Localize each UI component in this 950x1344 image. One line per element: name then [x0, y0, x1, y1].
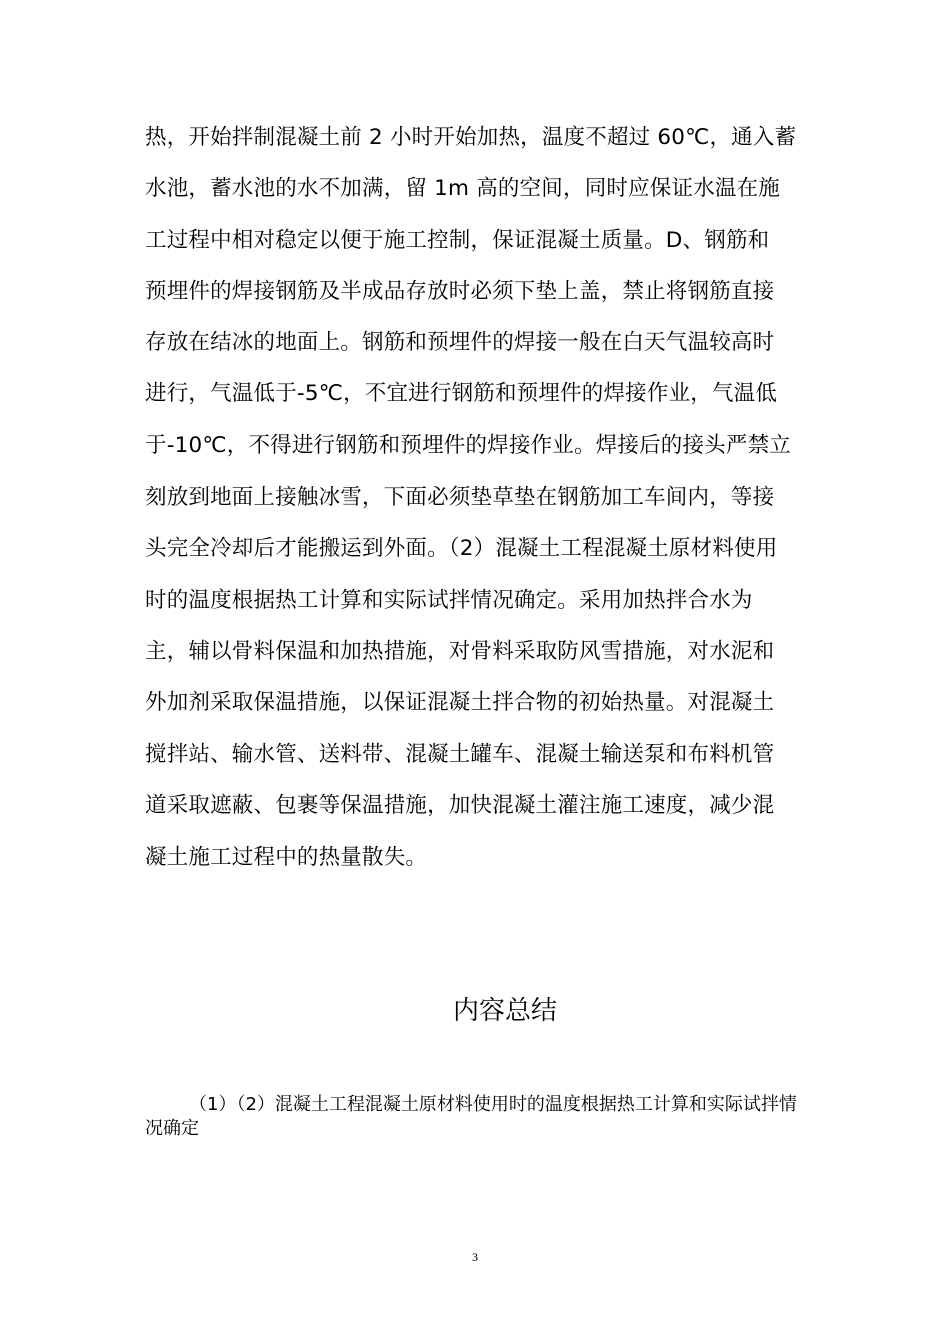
- body-text-line: 刻放到地面上接触冰雪，下面必须垫草垫在钢筋加工车间内，等接: [145, 485, 775, 510]
- body-text-line: 道采取遮蔽、包裹等保温措施，加快混凝土灌注施工速度，减少混: [145, 793, 775, 818]
- body-text-line: 搅拌站、输水管、送料带、混凝土罐车、混凝土输送泵和布料机管: [145, 742, 775, 767]
- body-text-line: 凝土施工过程中的热量散失。: [145, 845, 428, 870]
- body-text-line: 外加剂采取保温措施，以保证混凝土拌合物的初始热量。对混凝土: [145, 690, 775, 715]
- body-text-line: 存放在结冰的地面上。钢筋和预埋件的焊接一般在白天气温较高时: [145, 330, 775, 355]
- body-text-line: 进行，气温低于-5℃，不宜进行钢筋和预埋件的焊接作业，气温低: [145, 381, 778, 406]
- body-text-line: 热，开始拌制混凝土前 2 小时开始加热，温度不超过 60℃，通入蓄: [145, 125, 797, 150]
- summary-heading: 内容总结: [452, 996, 557, 1026]
- page-number: 3: [472, 1250, 478, 1264]
- body-text-line: 工过程中相对稳定以便于施工控制，保证混凝土质量。D、钢筋和: [145, 228, 770, 253]
- body-text-line: 主，辅以骨料保温和加热措施，对骨料采取防风雪措施，对水泥和: [145, 639, 775, 664]
- summary-paragraph: （1）（2）混凝土工程混凝土原材料使用时的温度根据热工计算和实际试拌情况确定: [145, 1094, 797, 1139]
- body-text-line: 时的温度根据热工计算和实际试拌情况确定。采用加热拌合水为: [145, 588, 753, 613]
- body-text-line: 头完全冷却后才能搬运到外面。（2）混凝土工程混凝土原材料使用: [145, 536, 778, 561]
- body-text-line: 于-10℃，不得进行钢筋和预埋件的焊接作业。焊接后的接头严禁立: [145, 433, 791, 458]
- body-text-line: 预埋件的焊接钢筋及半成品存放时必须下垫上盖，禁止将钢筋直接: [145, 279, 775, 304]
- body-text-line: 水池，蓄水池的水不加满，留 1m 高的空间，同时应保证水温在施: [145, 176, 780, 201]
